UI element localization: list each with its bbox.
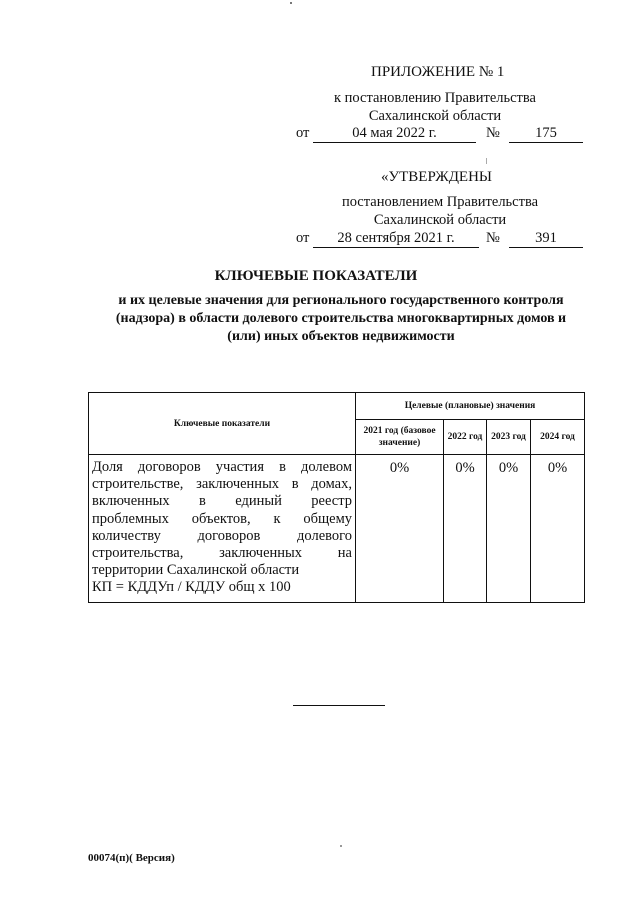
approved-line1: постановлением Правительства (341, 194, 539, 210)
appendix-date: 04 мая 2022 г. (313, 124, 476, 143)
approved-num-label: № (486, 230, 500, 246)
footer-code: 00074(п)( Версия) (88, 852, 175, 864)
header-indicators: Ключевые показатели (89, 393, 356, 455)
scan-speck (486, 158, 487, 164)
closing-rule (293, 705, 385, 706)
header-year-2022: 2022 год (444, 420, 487, 455)
approved-date: 28 сентября 2021 г. (313, 229, 479, 248)
appendix-line2: Сахалинской области (368, 108, 502, 124)
scan-speck (290, 2, 292, 4)
header-year-2021: 2021 год (базовое значение) (356, 420, 444, 455)
indicator-formula: КП = КДДУп / КДДУ общ х 100 (92, 579, 291, 596)
value-2021: 0% (356, 455, 444, 603)
appendix-title: ПРИЛОЖЕНИЕ № 1 (371, 64, 505, 80)
approved-number: 391 (509, 229, 583, 248)
value-2022: 0% (444, 455, 487, 603)
indicator-description: Доля договоров участия в долевом строительстве, заключенных в домах, включенных в единый реестр проблемных объектов, к общему количеству договоров долевого строительства, заключенных на территории Сахалинской области (92, 459, 352, 579)
table-row (89, 455, 585, 603)
appendix-line1: к постановлению Правительства (334, 90, 536, 106)
indicators-table (88, 392, 585, 603)
indicator-cell (89, 455, 356, 603)
header-target-values: Целевые (плановые) значения (356, 393, 585, 420)
header-year-2023: 2023 год (487, 420, 531, 455)
header-year-2024: 2024 год (531, 420, 585, 455)
approved-title: «УТВЕРЖДЕНЫ (381, 169, 493, 185)
scan-speck (340, 845, 342, 847)
heading-line3: (или) иных объектов недвижимости (227, 329, 455, 344)
approved-line2: Сахалинской области (373, 212, 507, 228)
appendix-number: 175 (509, 124, 583, 143)
heading-line2: (надзора) в области долевого строительства многоквартирных домов и (115, 311, 567, 326)
approved-from-label: от (296, 230, 310, 246)
appendix-num-label: № (486, 125, 500, 141)
value-2023: 0% (487, 455, 531, 603)
heading-line1: и их целевые значения для регионального государственного контроля (118, 293, 564, 308)
value-2024: 0% (531, 455, 585, 603)
document-title: КЛЮЧЕВЫЕ ПОКАЗАТЕЛИ (214, 268, 418, 284)
appendix-from-label: от (296, 125, 310, 141)
